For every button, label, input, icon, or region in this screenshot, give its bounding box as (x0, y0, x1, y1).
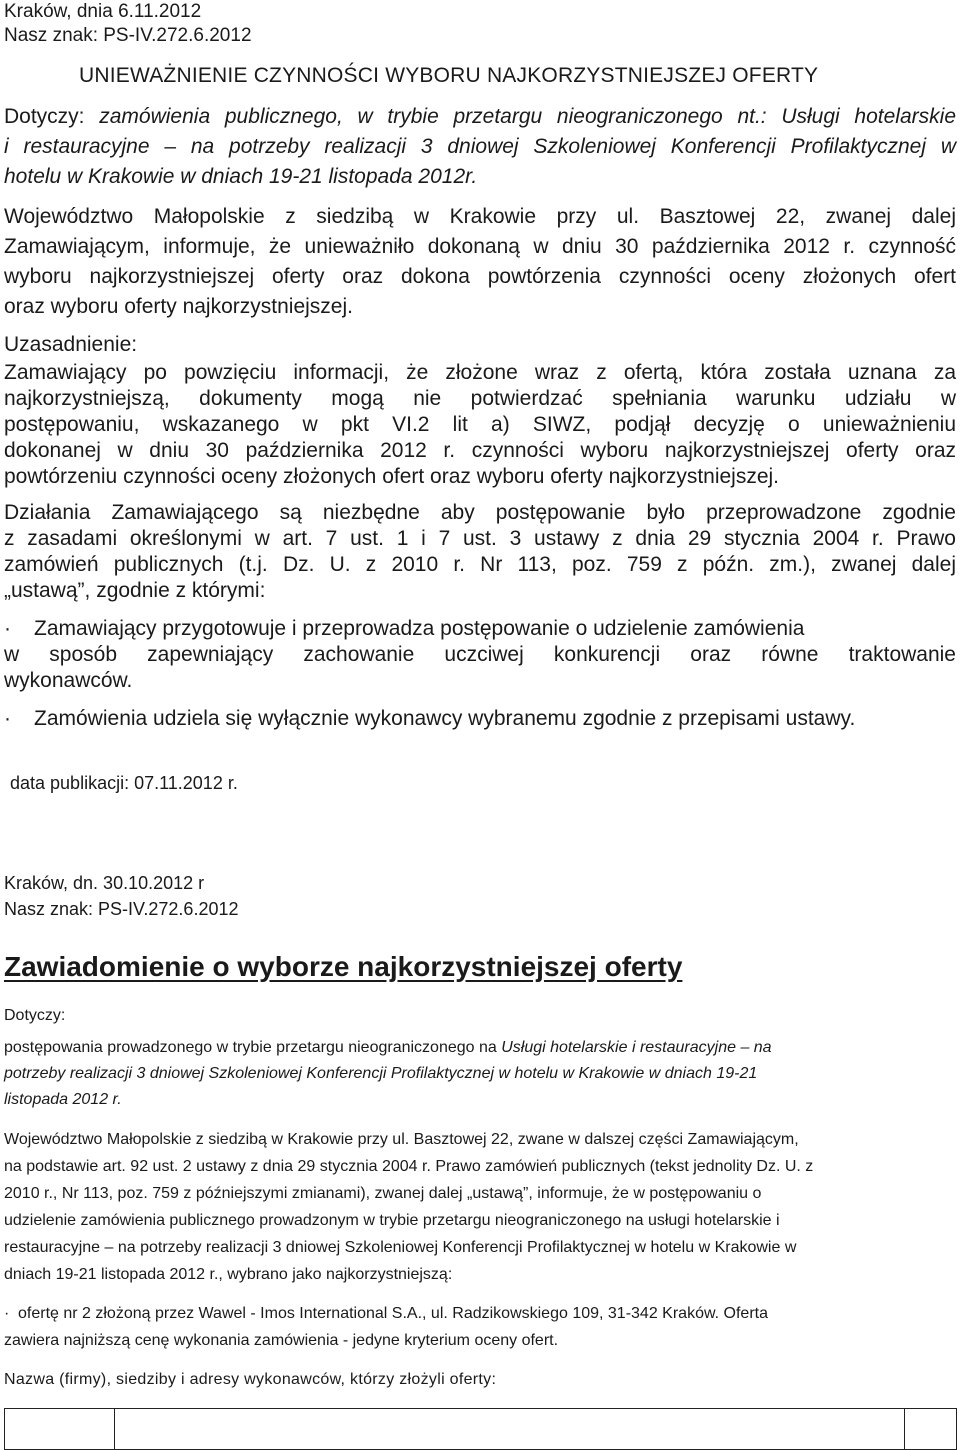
notice1-city-date: Kraków, dnia 6.11.2012 (4, 1, 202, 22)
notice1-subject-line: hotelu w Krakowie w dniach 19-21 listopada 2012r. (4, 165, 478, 188)
notice2-body-line: dniach 19-21 listopada 2012 r., wybrano jako najkorzystniejszą: (4, 1266, 453, 1283)
winner-bullet (4, 1304, 768, 1324)
notice2-body-line: udzielenie zamówienia publicznego prowadzonym w trybie przetargu nieograniczonego na usługi hotelarskie i (4, 1212, 780, 1229)
table-cell (115, 1409, 905, 1450)
notice2-subject-label: Dotyczy: (4, 1007, 66, 1024)
notice2-body-line: restauracyjne – na potrzeby realizacji 3 dniowej Szkoleniowej Konferencji Profilaktycznej w hotelu w Krakowie w (4, 1239, 797, 1256)
bullet-item (4, 706, 855, 732)
notice1-subject-line: i restauracyjne – na potrzeby realizacji 3 dniowej Szkoleniowej Konferencji Profilaktycznej w (4, 135, 956, 158)
notice1-subject-prefix: Dotyczy: (4, 105, 100, 128)
bullet-continuation: w sposób zapewniający zachowanie uczciwej konkurencji oraz równe traktowanie (4, 643, 956, 666)
notice1-paragraph-line: oraz wyboru oferty najkorzystniejszej. (4, 295, 353, 318)
table-cell (5, 1409, 115, 1450)
notice2-body-line: na podstawie art. 92 ust. 2 ustawy z dnia 29 stycznia 2004 r. Prawo zamówień publicznych (tekst jednolity Dz. U. z (4, 1158, 814, 1175)
legal-basis-line: Działania Zamawiającego są niezbędne aby postępowanie było przeprowadzone zgodnie (4, 501, 956, 524)
bullet-text: Zamawiający przygotowuje i przeprowadza postępowanie o udzielenie zamówienia (34, 617, 805, 640)
notice2-subject-italic: Usługi hotelarskie i restauracyjne – na (501, 1039, 772, 1056)
legal-basis-line: zamówień publicznych (t.j. Dz. U. z 2010 r. Nr 113, poz. 759 z późn. zm.), zwanej dalej (4, 553, 956, 576)
notice1-paragraph-line: Województwo Małopolskie z siedzibą w Krakowie przy ul. Basztowej 22, zwanej dalej (4, 205, 956, 228)
notice1-subject-text: zamówienia publicznego, w trybie przetargu nieograniczonego nt.: Usługi hotelarskie (99, 105, 956, 128)
justification-line: Zamawiający po powzięciu informacji, że złożone wraz z ofertą, która została uznana za (4, 361, 956, 384)
notice2-title: Zawiadomienie o wyborze najkorzystniejszej oferty (4, 951, 683, 982)
justification-line: najkorzystniejszą, dokumenty mogą nie potwierdzać spełniania warunku udziału w (4, 387, 956, 410)
notice2-body-line: 2010 r., Nr 113, poz. 759 z późniejszymi zmianami), zwanej dalej „ustawą”, informuje, że w postępowaniu o (4, 1185, 762, 1202)
bullet-dot-icon: · (4, 617, 11, 640)
notice2-city-date: Kraków, dn. 30.10.2012 r (4, 873, 205, 893)
justification-line: postępowaniu, wskazanego w pkt VI.2 lit a) SIWZ, podjął decyzję o unieważnieniu (4, 413, 956, 436)
justification-line: dokonanej w dniu 30 października 2012 r. czynności wyboru najkorzystniejszej oferty oraz (4, 439, 956, 462)
bullet-item (4, 616, 804, 642)
bullet-dot-icon: · (4, 707, 11, 730)
justification-line: powtórzeniu czynności oceny złożonych ofert oraz wyboru oferty najkorzystniejszej. (4, 465, 780, 488)
notice2-subject-line: listopada 2012 r. (4, 1091, 122, 1108)
notice1-paragraph-line: Zamawiającym, informuje, że unieważniło dokonaną w dniu 30 października 2012 r. czynność (4, 235, 956, 258)
notice1-title: UNIEWAŻNIENIE CZYNNOŚCI WYBORU NAJKORZYSTNIEJSZEJ OFERTY (79, 64, 819, 87)
notice2-subject-line (4, 1038, 772, 1058)
notice1-paragraph-line: wyboru najkorzystniejszej oferty oraz dokona powtórzenia czynności oceny złożonych ofert (4, 265, 956, 288)
bullet-continuation: wykonawców. (4, 669, 133, 692)
legal-basis-line: „ustawą”, zgodnie z którymi: (4, 579, 266, 602)
bullet-dot-icon: · (4, 1305, 10, 1322)
winner-continuation: zawiera najniższą cenę wykonania zamówienia - jedyne kryterium oceny ofert. (4, 1332, 559, 1349)
publication-date: data publikacji: 07.11.2012 r. (10, 773, 238, 793)
bullet-text: Zamówienia udziela się wyłącznie wykonawcy wybranemu zgodnie z przepisami ustawy. (34, 707, 856, 730)
notice2-body-line: Województwo Małopolskie z siedzibą w Krakowie przy ul. Basztowej 22, zwane w dalszej części Zamawiającym, (4, 1131, 799, 1148)
justification-heading: Uzasadnienie: (4, 333, 138, 356)
table-cell (905, 1409, 957, 1450)
notice2-reference: Nasz znak: PS-IV.272.6.2012 (4, 899, 239, 919)
notice1-reference: Nasz znak: PS-IV.272.6.2012 (4, 25, 252, 46)
legal-basis-line: z zasadami określonymi w art. 7 ust. 1 i 7 ust. 3 ustawy z dnia 29 stycznia 2004 r. Prawo (4, 527, 956, 550)
winner-text: ofertę nr 2 złożoną przez Wawel - Imos International S.A., ul. Radzikowskiego 109, 31-342 Kraków. Oferta (18, 1305, 768, 1322)
notice1-subject-line (4, 104, 956, 130)
notice2-subject-plain: postępowania prowadzonego w trybie przetargu nieograniczonego na (4, 1039, 502, 1056)
table-row (5, 1409, 957, 1450)
notice2-subject-line: potrzeby realizacji 3 dniowej Szkoleniowej Konferencji Profilaktycznej w hotelu w Krakowie w dniach 19-21 (4, 1065, 758, 1082)
bidders-label: Nazwa (firmy), siedziby i adresy wykonawców, którzy złożyli oferty: (4, 1371, 497, 1388)
bidders-table (4, 1408, 957, 1450)
